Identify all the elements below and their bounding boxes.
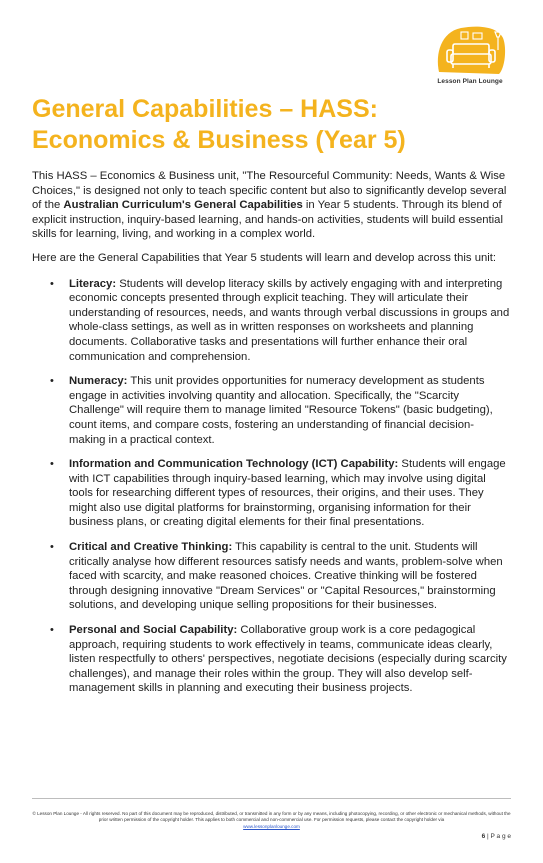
list-item-critical-creative-thinking xyxy=(32,540,510,613)
page-title xyxy=(32,94,502,156)
title-line-2: Economics & Business (Year 5) xyxy=(32,126,406,154)
list-item-personal-social xyxy=(32,623,510,696)
website-link[interactable]: www.lessonplanlounge.com xyxy=(243,823,300,829)
capability-heading: Personal and Social Capability: xyxy=(69,624,238,637)
brand-logo xyxy=(433,24,507,92)
bullet-icon: • xyxy=(50,541,54,554)
copyright-notice xyxy=(32,811,511,830)
intro-bold-text: Australian Curriculum's General Capabilities xyxy=(63,199,303,212)
capability-heading: Information and Communication Technology (ICT) Capability: xyxy=(69,458,399,471)
copyright-text: © Lesson Plan Lounge - All rights reserved. No part of this document may be reproduced, distributed, or transmitted in any form or by any means, including photocopying, recording, or other electronic or mechanical methods, without the prior written permission of the copyright holder. This applies to both commercial and non-commercial use. For permission requests, please contact the copyright holder via xyxy=(32,811,511,823)
main-content xyxy=(32,169,510,706)
capabilities-list xyxy=(32,277,510,696)
capability-heading: Numeracy: xyxy=(69,375,128,388)
intro-text-1: This HASS – Economics & Business unit, "The Resourceful Community: Needs, Wants & Wise Choices," is designed not only to teach specific content but also to significantly develop several of the xyxy=(32,170,507,212)
capability-text: This capability is central to the unit. Students will critically analyse how different resources satisfy needs and wants, problem-solve when faced with scarcity, and make reasoned choices. Creative thinking will be fostered through designing innovative "Dream Services" or "Capital Resources," brainstorming solutions, and developing unique selling propositions for their businesses. xyxy=(69,541,503,612)
bullet-icon: • xyxy=(50,375,54,388)
footer-divider xyxy=(32,798,511,799)
bullet-icon: • xyxy=(50,624,54,637)
page-label: P a g e xyxy=(490,833,511,840)
intro-text-2: in Year 5 students. Through its blend of explicit instruction, inquiry-based learning, and hands-on activities, students will build essential skills for learning, living, and working in a complex world. xyxy=(32,199,503,241)
capability-heading: Literacy: xyxy=(69,277,117,290)
logo-text: Lesson Plan Lounge xyxy=(437,78,503,85)
bullet-icon: • xyxy=(50,458,54,471)
capability-heading: Critical and Creative Thinking: xyxy=(69,541,233,554)
capability-text: Collaborative group work is a core pedagogical approach, requiring students to work effectively in teams, communicate ideas clearly, listen respectfully to others' perspectives, negotiate decisions (especially during scarcity challenges), and manage their roles within the group. They will also develop self-management skills in planning and executing their business projects. xyxy=(69,624,507,695)
intro-paragraph xyxy=(32,169,510,242)
capability-text: Students will engage with ICT capabilities through inquiry-based learning, which may involve using digital tools for researching different types of resources, their origins, and their uses. They might also use digital platforms for brainstorming, organising information for their business plans, or creating digital elements for their final presentations. xyxy=(69,458,506,529)
page-number-value: 6 xyxy=(481,833,486,840)
page-separator: | xyxy=(485,833,491,840)
lesson-plan-lounge-logo-icon xyxy=(433,24,507,76)
list-item-ict xyxy=(32,457,510,530)
bullet-icon: • xyxy=(50,277,54,290)
capability-text: Students will develop literacy skills by actively engaging with and interpreting economic concepts presented through explicit teaching. They will articulate their understanding of resources, needs, and wants through verbal discussions in groups and whole-class settings, as well as in written responses on worksheets and planning documents. Collaborative tasks and presentations will further enhance their oral communication and comprehension. xyxy=(69,277,510,363)
title-line-1: General Capabilities – HASS: xyxy=(32,95,378,123)
list-item-literacy xyxy=(32,277,510,365)
list-item-numeracy xyxy=(32,374,510,447)
lead-paragraph: Here are the General Capabilities that Year 5 students will learn and develop across this unit: xyxy=(32,251,497,264)
page-number xyxy=(482,833,511,840)
capability-text: This unit provides opportunities for numeracy development as students engage in activities involving quantity and allocation. Specifically, the "Scarcity Challenge" will require them to manage limited "Resource Tokens" (basic budgeting), count items, and compare costs, fostering an understanding of financial decision-making in a practical context. xyxy=(69,375,493,446)
